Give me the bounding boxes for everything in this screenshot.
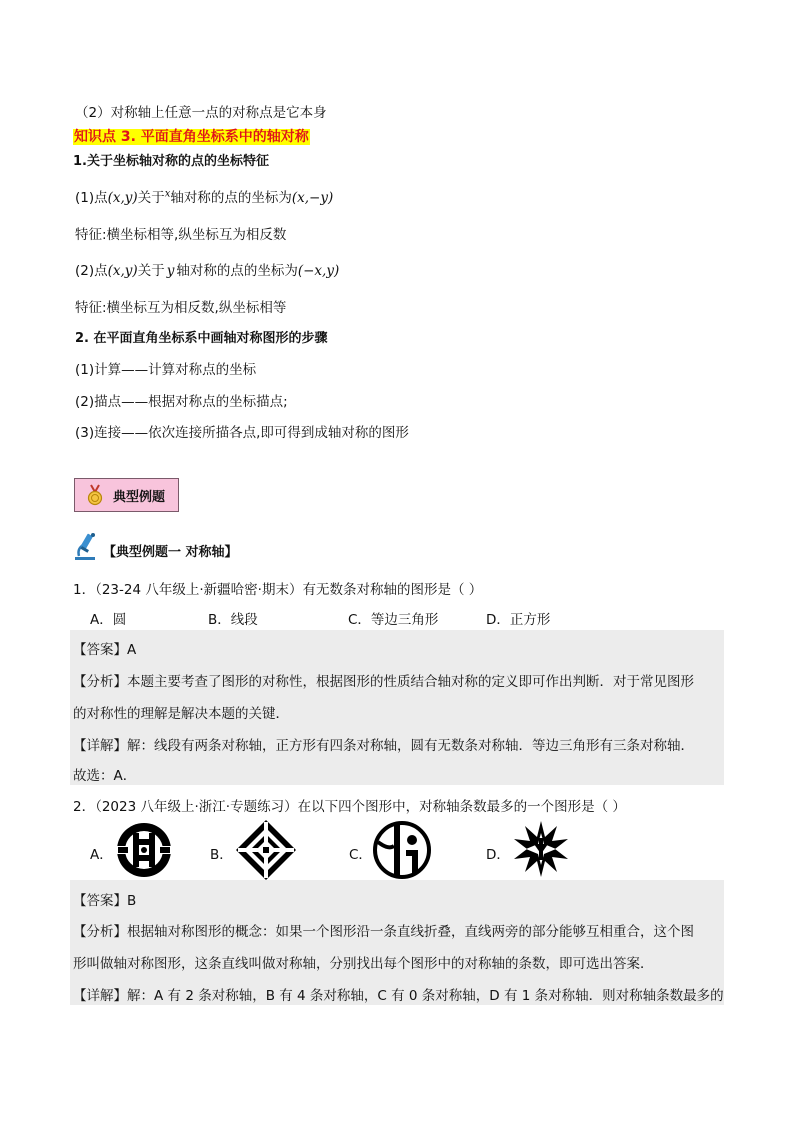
q2-analysis-line-2: 形叫做轴对称图形，这条直线叫做对称轴，分别找出每个图形中的对称轴的条数，即可选出答案． [73, 956, 654, 972]
figure-d [512, 820, 570, 878]
q2-option-a-label: A． [90, 847, 113, 863]
q2-answer: 【答案】B [73, 893, 137, 909]
q2-option-b-label: B． [210, 847, 233, 863]
step-3: (3)连接——依次连接所描各点,即可得到成轴对称的图形 [75, 425, 409, 441]
rule-1-point: (x,y) [107, 190, 138, 206]
figure-b [234, 818, 298, 882]
step-2: (2)描点——根据对称点的坐标描点; [75, 394, 288, 410]
item-2-text: （2）对称轴上任意一点的对称点是它本身 [75, 105, 327, 121]
rule-2-result: (−x,y) [297, 263, 340, 279]
microscope-icon [73, 531, 99, 561]
knowledge-title [73, 126, 310, 146]
point-rule-1 [75, 186, 333, 206]
q1-choose: 故选：A． [73, 768, 137, 784]
q2-detail: 【详解】解：A 有 2 条对称轴，B 有 4 条对称轴，C 有 0 条对称轴，D 有 1 条对称轴．则对称轴条数最多的 [73, 988, 724, 1004]
q1-option-b: B．线段 [208, 612, 258, 628]
rule-2-axis: y [166, 263, 175, 279]
knowledge-title-text: 知识点 3. 平面直角坐标系中的轴对称 [74, 129, 309, 145]
feature-2: 特征:横坐标互为相反数,纵坐标相等 [75, 300, 287, 316]
q2-option-d-label: D． [486, 847, 510, 863]
rule-2-point: (x,y) [107, 263, 138, 279]
rule-1-result: (x,−y) [291, 190, 334, 206]
rule-1-mid: 关于 [137, 190, 165, 206]
sub-heading-1: 1.关于坐标轴对称的点的坐标特征 [73, 154, 269, 169]
point-rule-2 [75, 259, 339, 279]
example-heading: 【典型例题一 对称轴】 [103, 545, 238, 560]
q1-analysis-line-1: 【分析】本题主要考查了图形的对称性，根据图形的性质结合轴对称的定义即可作出判断．对于常见图形 [73, 674, 694, 690]
figure-c [372, 820, 432, 880]
question-2: 2．（2023 八年级上·浙江·专题练习）在以下四个图形中，对称轴条数最多的一个图形是（ ） [73, 799, 626, 815]
q2-option-c-label: C． [349, 847, 372, 863]
q1-option-c: C．等边三角形 [348, 612, 439, 628]
feature-1: 特征:横坐标相等,纵坐标互为相反数 [75, 227, 287, 243]
medal-icon [86, 484, 104, 506]
q1-answer: 【答案】A [73, 642, 137, 658]
q1-analysis-line-2: 的对称性的理解是解决本题的关键． [73, 706, 289, 722]
sub-heading-2: 2. 在平面直角坐标系中画轴对称图形的步骤 [75, 331, 328, 346]
rule-2-suffix: 轴对称的点的坐标为 [176, 263, 298, 279]
rule-2-prefix: (2)点 [75, 263, 108, 279]
rule-2-mid: 关于 [137, 263, 165, 279]
rule-1-suffix: 轴对称的点的坐标为 [170, 190, 292, 206]
step-1: (1)计算——计算对称点的坐标 [75, 362, 257, 378]
question-1: 1．（23-24 八年级上·新疆哈密·期末）有无数条对称轴的图形是（ ） [73, 582, 483, 598]
q1-detail: 【详解】解：线段有两条对称轴，正方形有四条对称轴，圆有无数条对称轴．等边三角形有三条对称轴． [73, 738, 694, 754]
rule-1-axis: x [164, 188, 171, 200]
q1-option-a: A．圆 [90, 612, 127, 628]
q1-option-d: D．正方形 [486, 612, 551, 628]
rule-1-prefix: (1)点 [75, 190, 108, 206]
figure-a [115, 821, 173, 879]
q2-analysis-line-1: 【分析】根据轴对称图形的概念：如果一个图形沿一条直线折叠，直线两旁的部分能够互相重合，这个图 [73, 924, 694, 940]
badge-label: 典型例题 [113, 490, 166, 505]
